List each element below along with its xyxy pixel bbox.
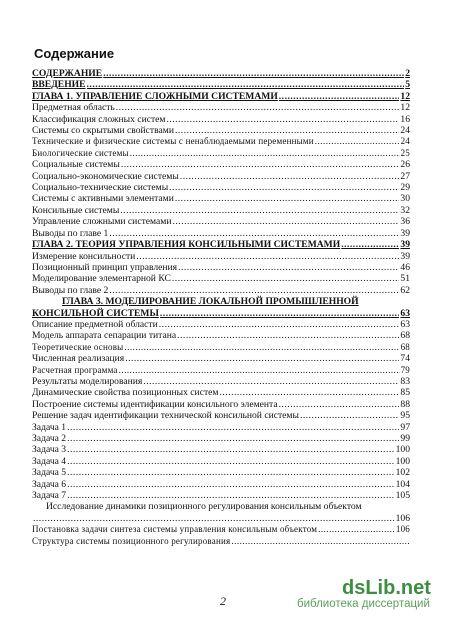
toc-entry-page: 30: [400, 193, 410, 205]
toc-entry-page: 39: [400, 239, 410, 251]
toc-section-3: [32, 524, 410, 547]
toc-entry-page: 39: [400, 227, 410, 239]
toc-entry-page: 62: [400, 284, 410, 296]
toc-entry-title: Моделирование элементарной КС: [32, 273, 171, 285]
toc-entry-page: 12: [400, 102, 410, 114]
toc-entry-page: 83: [400, 375, 410, 387]
investigation-line-1: [32, 501, 410, 512]
toc-entry: [32, 159, 410, 170]
toc-entry: [32, 125, 410, 136]
chapter-3-page: 63: [400, 307, 410, 319]
toc-dot-leader: [300, 410, 399, 421]
toc-entry-title: ВВЕДЕНИЕ: [32, 79, 86, 91]
toc-entry-title: Измерение консильности: [32, 250, 136, 262]
toc-entry-page: 39: [400, 250, 410, 262]
toc-entry-page: 2: [405, 68, 410, 79]
toc-entry: [32, 376, 410, 387]
toc-entry-title: ГЛАВА 1. УПРАВЛЕНИЕ СЛОЖНЫМИ СИСТЕМАМИ: [32, 90, 278, 102]
toc-entry: [32, 330, 410, 341]
toc-dot-leader: [109, 285, 399, 296]
toc-entry: [32, 342, 410, 353]
toc-entry-page: 88: [400, 398, 410, 410]
toc-entry-page: 12: [400, 90, 410, 102]
toc-entry-page: 5: [405, 79, 410, 91]
toc-entry-title: Задача 4: [32, 455, 67, 467]
toc-dot-leader: [130, 148, 400, 159]
toc-entry-title: Выводы по главе 1: [32, 227, 109, 239]
toc-dot-leader: [173, 216, 400, 227]
toc-dot-leader: [67, 479, 395, 490]
toc-entry-page: 24: [400, 136, 410, 147]
toc-entry: [32, 456, 410, 467]
toc-entry-title: Построение системы идентификации консильного элемента: [32, 398, 278, 410]
toc-entry: [32, 68, 410, 79]
toc-dot-leader: [279, 399, 400, 410]
toc-entry: [32, 148, 410, 159]
toc-entry: [32, 410, 410, 421]
toc-entry-title: Классификация сложных систем: [32, 113, 166, 125]
chapter-3-title: [32, 296, 410, 319]
toc-entry: [32, 251, 410, 262]
toc-entry: [32, 422, 410, 433]
investigation-page: 106: [395, 512, 410, 524]
toc-dot-leader: [67, 467, 395, 478]
toc-entry: [32, 228, 410, 239]
watermark-logo: dsLib.net: [342, 577, 431, 599]
chapter-3-line-1: ГЛАВА 3. МОДЕЛИРОВАНИЕ ЛОКАЛЬНОЙ ПРОМЫШЛЕННОЙ: [62, 296, 359, 308]
toc-entry-title: Системы с активными элементами: [32, 193, 174, 205]
toc-dot-leader: [109, 228, 399, 239]
toc-entry-title: Задача 3: [32, 444, 67, 456]
table-of-contents: [32, 68, 410, 547]
toc-entry-title: Динамические свойства позиционных систем: [32, 387, 219, 399]
toc-dot-leader: [160, 308, 400, 319]
toc-dot-leader: [67, 422, 399, 433]
toc-entry: [32, 285, 410, 296]
investigation-text: Исследование динамики позиционного регулирования консильным объектом: [46, 501, 362, 513]
toc-entry-page: 102: [395, 467, 410, 479]
watermark-subtitle: библиотека диссертаций: [297, 598, 430, 610]
toc-entry-title: Задача 5: [32, 467, 67, 479]
toc-entry: [32, 91, 410, 102]
toc-entry-page: 51: [400, 273, 410, 285]
toc-entry-page: 63: [400, 318, 410, 330]
toc-entry: [32, 193, 410, 204]
toc-entry-title: Структура системы позиционного регулирования: [32, 535, 231, 546]
toc-dot-leader: [116, 102, 400, 113]
toc-entry: [32, 273, 410, 284]
toc-entry-title: Задача 2: [32, 433, 67, 444]
toc-entry-page: 25: [400, 147, 410, 158]
toc-entry-title: Решение задач идентификации технической консильной системы: [32, 410, 299, 422]
toc-dot-leader: [341, 239, 399, 250]
toc-entry: [32, 433, 410, 444]
toc-entry-page: 97: [400, 421, 410, 433]
toc-entry-page: 95: [400, 410, 410, 422]
toc-entry: [32, 524, 410, 535]
toc-entry: [32, 536, 410, 547]
toc-entry-page: 105: [395, 490, 410, 502]
toc-entry-title: Предметная область: [32, 102, 115, 114]
toc-entry-page: 46: [400, 261, 410, 273]
toc-entry: [32, 444, 410, 455]
toc-dot-leader: [318, 524, 395, 535]
toc-entry-page: 74: [400, 353, 410, 365]
toc-dot-leader: [231, 536, 409, 547]
toc-dot-leader: [279, 91, 400, 102]
toc-entry-page: 26: [400, 159, 410, 171]
toc-entry: [32, 399, 410, 410]
toc-dot-leader: [67, 456, 395, 467]
toc-entry-page: 99: [400, 433, 410, 444]
toc-entry-page: 16: [400, 113, 410, 125]
toc-dot-leader: [315, 136, 400, 147]
toc-dot-leader: [103, 68, 404, 79]
toc-entry: [32, 467, 410, 478]
toc-entry-page: 100: [395, 455, 410, 467]
toc-entry: [32, 102, 410, 113]
toc-entry-title: Результаты моделирования: [32, 375, 143, 387]
toc-dot-leader: [87, 79, 405, 90]
toc-entry-title: Социально-технические системы: [32, 182, 169, 194]
toc-entry-page: 68: [400, 330, 410, 342]
toc-entry: [32, 171, 410, 182]
toc-dot-leader: [177, 330, 399, 341]
toc-dot-leader: [180, 171, 400, 182]
toc-dot-leader: [143, 376, 399, 387]
toc-dot-leader: [67, 490, 395, 501]
toc-entry-title: Выводы по главе 2: [32, 284, 109, 296]
toc-entry-title: Расчетная программа: [32, 364, 118, 375]
toc-entry-title: СОДЕРЖАНИЕ: [32, 68, 103, 79]
toc-dot-leader: [124, 342, 399, 353]
toc-entry-page: 79: [400, 364, 410, 375]
toc-section-1: [32, 68, 410, 296]
toc-entry-page: 104: [395, 478, 410, 490]
toc-entry-page: 29: [400, 182, 410, 194]
chapter-3-line-2-text: КОНСИЛЬНОЙ СИСТЕМЫ: [32, 307, 159, 319]
toc-entry-page: 100: [395, 444, 410, 456]
toc-dot-leader: [172, 273, 400, 284]
toc-dot-leader: [125, 353, 399, 364]
toc-entry: [32, 136, 410, 147]
toc-entry: [32, 353, 410, 364]
toc-entry: [32, 365, 410, 376]
toc-entry-page: 32: [400, 204, 410, 216]
toc-dot-leader: [33, 513, 395, 524]
toc-entry: [32, 262, 410, 273]
toc-entry-title: Технические и физические системы с ненаблюдаемыми переменными: [32, 136, 314, 147]
toc-entry-title: Позиционный принцип управления: [32, 261, 178, 273]
toc-entry: [32, 216, 410, 227]
toc-entry-title: Задача 7: [32, 490, 67, 502]
toc-entry: [32, 79, 410, 90]
toc-entry: [32, 319, 410, 330]
toc-entry-title: Социальные системы: [32, 159, 120, 171]
toc-dot-leader: [169, 182, 399, 193]
toc-entry-title: Консильные системы: [32, 204, 120, 216]
toc-dot-leader: [120, 205, 399, 216]
toc-dot-leader: [67, 433, 399, 444]
investigation-line-2: [32, 513, 410, 524]
toc-entry-page: 85: [400, 387, 410, 399]
toc-entry-title: Теоретические основы: [32, 341, 124, 352]
investigation-entry: [32, 501, 410, 524]
toc-entry-page: 36: [400, 216, 410, 228]
toc-entry-page: 68: [400, 341, 410, 352]
toc-entry-title: ГЛАВА 2. ТЕОРИЯ УПРАВЛЕНИЯ КОНСИЛЬНЫМИ СИСТЕМАМИ: [32, 239, 341, 251]
toc-entry-title: Биологические системы: [32, 147, 129, 158]
toc-entry: [32, 182, 410, 193]
toc-entry: [32, 239, 410, 250]
toc-dot-leader: [175, 125, 399, 136]
toc-entry-page: 27: [400, 170, 410, 182]
toc-entry-page: 106: [395, 524, 410, 535]
toc-dot-leader: [67, 444, 395, 455]
toc-entry-title: Описание предметной области: [32, 318, 158, 330]
toc-entry-title: Управление сложными системами: [32, 216, 172, 228]
toc-entry: [32, 205, 410, 216]
toc-dot-leader: [136, 251, 399, 262]
toc-dot-leader: [121, 159, 400, 170]
toc-entry-title: Задача 1: [32, 421, 67, 433]
toc-entry: [32, 490, 410, 501]
toc-dot-leader: [159, 319, 400, 330]
toc-entry-title: Постановка задачи синтеза системы управления консильным объектом: [32, 524, 318, 535]
page-number: 2: [220, 594, 226, 608]
toc-dot-leader: [175, 193, 400, 204]
toc-entry-title: Системы со скрытыми свойствами: [32, 125, 174, 137]
toc-entry-title: Модель аппарата сепарации титана: [32, 330, 177, 342]
toc-entry-page: 24: [400, 125, 410, 137]
toc-entry: [32, 479, 410, 490]
chapter-3-line-2: [32, 308, 410, 319]
toc-dot-leader: [178, 262, 399, 273]
toc-entry-title: Социально-экономические системы: [32, 170, 179, 182]
toc-entry: [32, 387, 410, 398]
toc-section-2: [32, 319, 410, 502]
toc-dot-leader: [166, 114, 399, 125]
toc-dot-leader: [219, 387, 399, 398]
page-title: Содержание: [34, 46, 115, 61]
toc-entry-title: Задача 6: [32, 478, 67, 490]
toc-dot-leader: [119, 365, 400, 376]
toc-entry: [32, 114, 410, 125]
toc-entry-title: Численная реализация: [32, 353, 125, 365]
